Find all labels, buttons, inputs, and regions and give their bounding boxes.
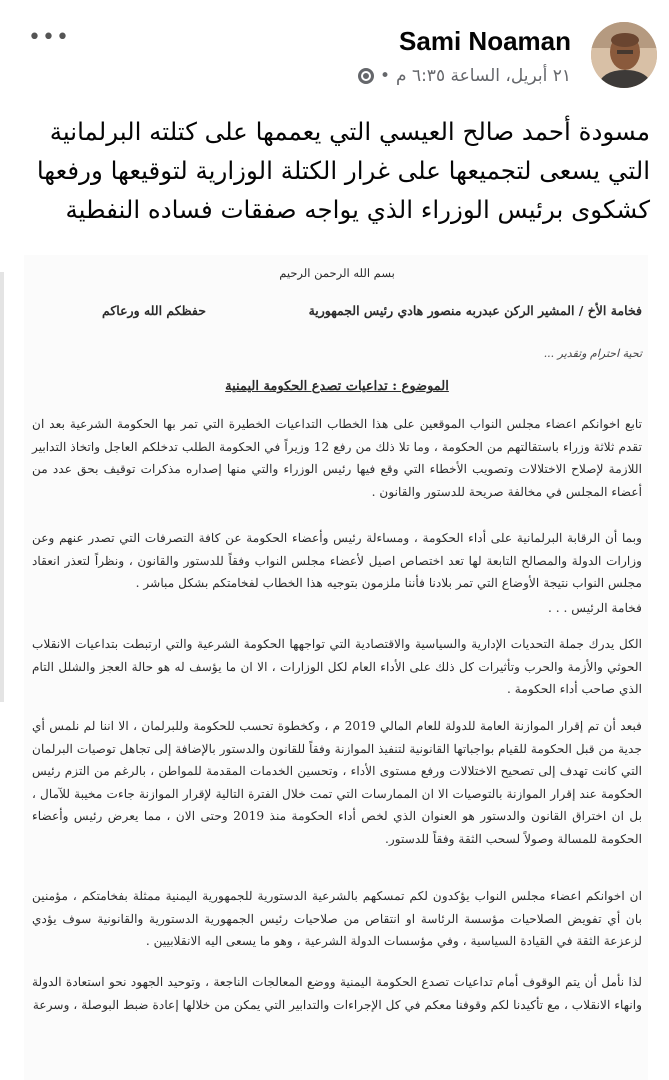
document-paragraph: الكل يدرك جملة التحديات الإدارية والسياسية والاقتصادية التي تواجهها الحكومة الشرعية والتي ارتبطت بتداعيات الانقلاب الحوثي والأزمة والحرب وتأثيرات كل ذلك على الأداء العام لكل الوزارات ، الا ان ما يؤسف له هو حالة العجز والشلل التام الذي صاحب أداء الحكومة . — [32, 637, 642, 696]
author-name[interactable]: Sami Noaman — [399, 26, 571, 56]
post-text: مسودة أحمد صالح العيسي التي يعممها على كتلته البرلمانية التي يسعى لتجميعها على غرار الكتلة الوزارية لتوقيعها ورفعها كشكوى برئيس الوزراء الذي يواجه صفقات فساده النفطية — [36, 117, 650, 224]
scroll-edge — [0, 272, 4, 702]
document-subject: الموضوع : تداعيات تصدع الحكومة اليمنية — [225, 379, 449, 394]
post-header — [0, 0, 669, 110]
document-paragraph: تابع اخوانكم اعضاء مجلس النواب الموقعين على هذا الخطاب التداعيات الخطيرة التي تمر بها الحكومة الشرعية بعد ان تقدم ثلاثة وزراء باستقالتهم من الحكومة ، وما تلا ذلك من رفع 12 وزيراً في الحكومة الطلب تدخلكم العاجل واتخاذ التدابير اللازمة لإصلاح الاختلالات وتصويب الأخطاء التي وقع فيها رئيس الوزراء والتي منها إصداره مذكرات توقيف بحق عدد من أعضاء المجلس في مخالفة صريحة للدستور والقانون . — [32, 417, 642, 499]
avatar-image — [591, 22, 657, 88]
document-paragraph: وبما أن الرقابة البرلمانية على أداء الحكومة ، ومساءلة رئيس وأعضاء الحكومة عن كافة التصرفات التي تصدر عنهم وعن وزارات الدولة والمصالح التابعة لها تعد اختصاص اصيل لأعضاء مجلس النواب وفقاً للدستور والقانون ، ونظراً لتعذر انعقاد مجلس النواب نتيجة الأوضاع التي تمر بلادنا فأننا ملزمون بتوجيه هذا الخطاب لفخامتكم بشكل مباشر . — [32, 531, 642, 590]
document-paragraph: لذا نأمل أن يتم الوقوف أمام تداعيات تصدع الحكومة اليمنية ووضع المعالجات الناجعة ، وتوحيد الجهود نحو استعادة الدولة وانهاء الانقلاب ، مع تأكيدنا لكم وقوفنا معكم في كل الإجراءات والتدابير التي يمكن من خلالها إعادة ضبط البوصلة ، وسرعة — [32, 975, 642, 1012]
document-paragraph: فخامة الرئيس . . . — [547, 601, 642, 615]
document-image[interactable] — [24, 255, 648, 1080]
timestamp[interactable]: ٢١ أبريل، الساعة ٦:٣٥ م — [396, 66, 571, 86]
avatar[interactable] — [591, 22, 657, 88]
document-basmala: بسم الله الرحمن الرحيم — [279, 266, 395, 280]
more-options-button[interactable]: ••• — [28, 25, 70, 50]
post-meta — [358, 66, 571, 86]
document-blessing: حفظكم الله ورعاكم — [102, 303, 206, 318]
document-addressee: فخامة الأخ / المشير الركن عبدربه منصور هادي رئيس الجمهورية — [308, 303, 642, 318]
document-paragraph: فبعد أن تم إقرار الموازنة العامة للدولة للعام المالي 2019 م ، وكخطوة تحسب للحكومة وللبرلمان ، الا اننا لم نلمس أي جدية من قبل الحكومة للقيام بواجباتها القانونية لتنفيذ الموازنة وفقاً للقانون والدستور بالإضافة إلى تجاهل توصيات البرلمان التي كانت تهدف إلى تصحيح الاختلالات ورفع مستوى الأداء ، وتحسين الخدمات المقدمة للمواطن ، بالرغم من التزم رئيس الحكومة عند إقرار الموازنة بالتوصيات الا ان الممارسات التي تمت خلال الفترة التالية لإقرار الموازنة جاءت مخيبة للآمال ، بل ان اختراق القانون والدستور هو العنوان الذي لخص أداء الحكومة منذ 2019 وحتى الان ، مما يعرض رئيس وأعضاء الحكومة للمسالة وصولاً لسحب الثقة وفقاً للدستور. — [32, 719, 642, 846]
globe-icon — [358, 68, 374, 84]
document-paragraph: ان اخوانكم اعضاء مجلس النواب يؤكدون لكم تمسكهم بالشرعية الدستورية للجمهورية اليمنية ممثلة بفخامتكم ، مؤمنين بان أي تفويض الصلاحيات مؤسسة الرئاسة او انتقاص من صلاحيات رئيس الجمهورية الدستورية والقانونية سوف يؤدي لزعزعة الثقة في القيادة السياسية ، وفي مؤسسات الدولة الشرعية ، وهو ما يسعى اليه الانقلابيين . — [32, 889, 642, 948]
document-greeting: تحية احترام وتقدير ... — [543, 347, 642, 360]
meta-separator: • — [379, 66, 391, 86]
